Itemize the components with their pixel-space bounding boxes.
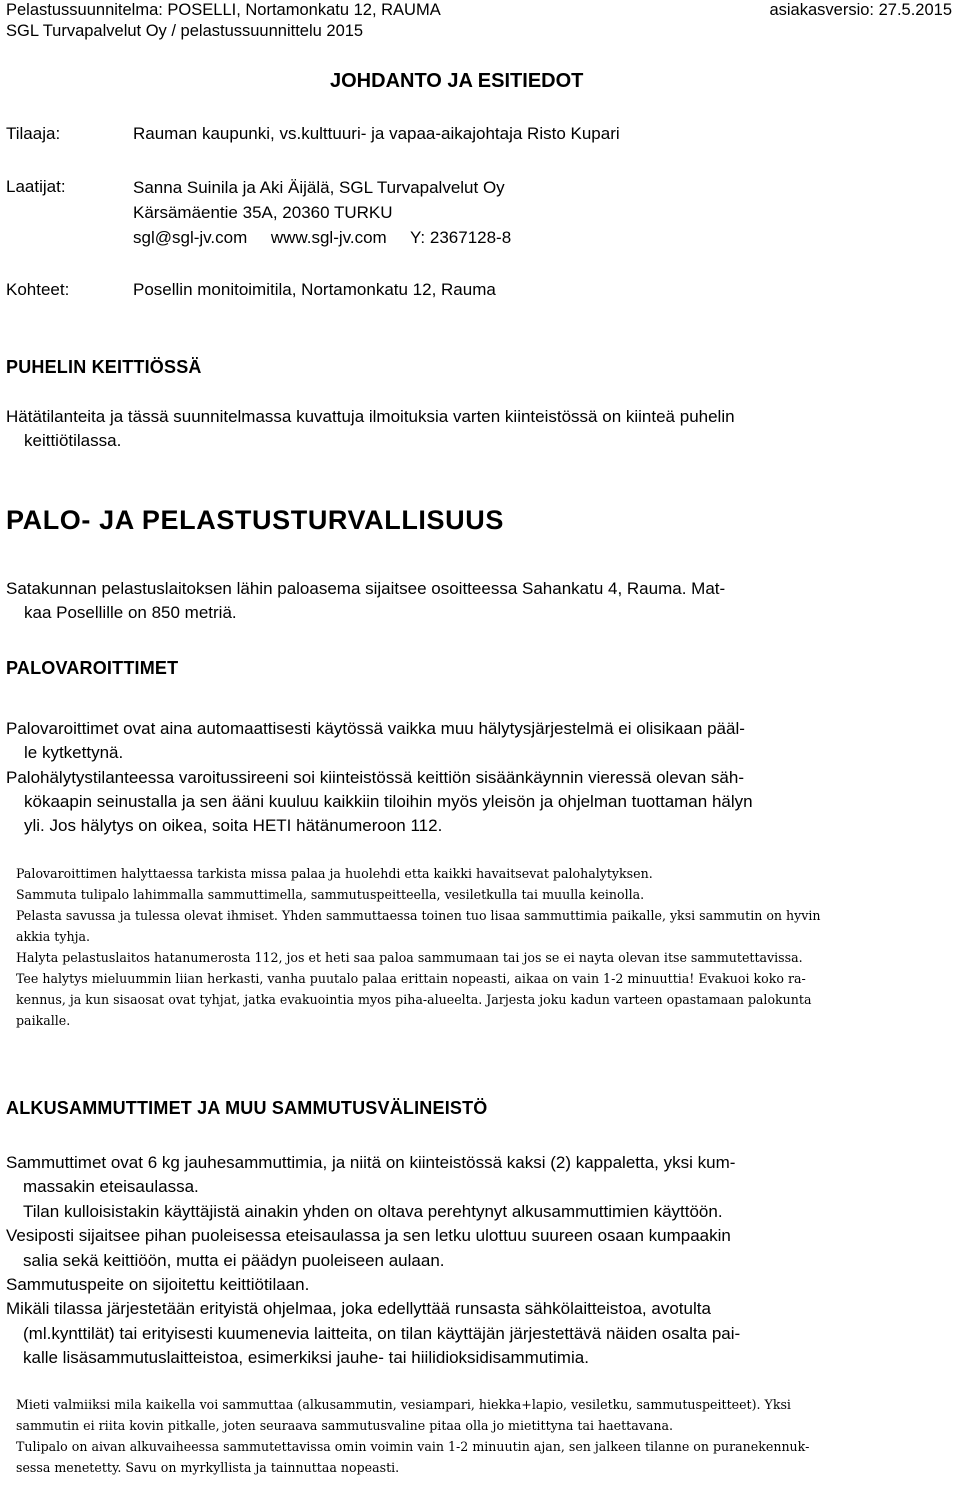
instruction-line: paikalle.: [16, 1013, 71, 1028]
text-line: kökaapin seinustalla ja sen ääni kuuluu kaikkiin tiloihin myös yleisön ja ohjelman tuottaman hälyn: [24, 792, 753, 811]
note-line: Tulipalo on aivan alkuvaiheessa sammutettavissa omin voimin vain 1-2 minuutin ajan, sen jalkeen tilanne on puranekennuk-: [16, 1439, 810, 1454]
text-line: le kytkettynä.: [24, 743, 124, 762]
heading-phone: PUHELIN KEITTIÖSSÄ: [6, 357, 202, 377]
text-line: Sammuttimet ovat 6 kg jauhesammuttimia, ja niitä on kiinteistössä kaksi (2) kappaletta, yksi kum-: [6, 1153, 736, 1172]
laatijat-line: Sanna Suinila ja Aki Äijälä, SGL Turvapalvelut Oy: [133, 178, 505, 197]
heading-extinguishers: ALKUSAMMUTTIMET JA MUU SAMMUTUSVÄLINEISTÖ: [6, 1098, 488, 1118]
kohteet-value: Posellin monitoimitila, Nortamonkatu 12, Rauma: [133, 280, 496, 299]
text-line: Vesiposti sijaitsee pihan puoleisessa eteisaulassa ja sen letku ulottuu suureen osaan kumpaakin: [6, 1226, 731, 1246]
alarms-paragraph-2: [6, 766, 948, 838]
tilaaja-value: Rauman kaupunki, vs.kulttuuri- ja vapaa-aikajohtaja Risto Kupari: [133, 124, 620, 143]
heading-fire-safety: PALO- JA PELASTUSTURVALLISUUS: [6, 505, 504, 535]
text-line: massakin eteisaulassa.: [23, 1177, 199, 1197]
section-title-intro: JOHDANTO JA ESITIEDOT: [330, 70, 584, 92]
text-line: salia sekä keittiöön, mutta ei päädyn puoleiseen aulaan.: [23, 1250, 445, 1270]
note-line: sammutin ei riita kovin pitkalle, joten seuraava sammutusvaline pitaa olla jo mietittyna tai haettavana.: [16, 1418, 673, 1433]
phone-text: [6, 405, 948, 453]
text-line: (ml.kynttilät) tai erityisesti kuumenevia laitteita, on tilan käyttäjän järjestettävä näiden osalta pai-: [23, 1323, 741, 1343]
instruction-line: Palovaroittimen halyttaessa tarkista missa palaa ja huolehdi etta kaikki havaitsevat palohalytyksen.: [16, 866, 653, 881]
header-company: SGL Turvapalvelut Oy / pelastussuunnittelu 2015: [6, 22, 364, 40]
text-line: keittiötilassa.: [24, 431, 122, 450]
page-header: [6, 0, 956, 42]
text-line: Palohälytystilanteessa varoitussireeni soi kiinteistössä keittiön sisäänkäynnin vieressä olevan säh-: [6, 768, 744, 787]
header-plan-title: Pelastussuunnitelma: POSELLI, Nortamonkatu 12, RAUMA: [6, 1, 441, 19]
instruction-line: Pelasta savussa ja tulessa olevat ihmiset. Yhden sammuttaessa toinen tuo lisaa sammuttimia paikalle, yksi sammutin on hyvin: [16, 908, 821, 923]
text-line: Sammutuspeite on sijoitettu keittiötilaan.: [6, 1275, 310, 1295]
extinguisher-notes: [16, 1394, 956, 1478]
text-line: Palovaroittimet ovat aina automaattisesti käytössä vaikka muu hälytysjärjestelmä ei olisikaan pääl-: [6, 719, 745, 738]
text-line: kalle lisäsammutuslaitteistoa, esimerkiksi jauhe- tai hiilidioksidisammutimia.: [23, 1348, 589, 1368]
alarm-instructions: [16, 863, 956, 1031]
note-line: sessa menetetty. Savu on myrkyllista ja tainnuttaa nopeasti.: [16, 1460, 400, 1475]
text-line: yli. Jos hälytys on oikea, soita HETI hätänumeroon 112.: [24, 816, 443, 835]
instruction-line: kennus, ja kun sisaosat ovat tyhjat, jatka evakuointia myos piha-alueelta. Jarjesta joku kadun varteen opastamaan palokunta: [16, 992, 812, 1007]
laatijat-label: Laatijat:: [6, 177, 66, 196]
kohteet-label: Kohteet:: [6, 280, 70, 299]
instruction-line: akkia tyhja.: [16, 929, 91, 944]
laatijat-line: sgl@sgl-jv.com www.sgl-jv.com Y: 2367128-8: [133, 228, 512, 247]
alarms-paragraph-1: [6, 717, 948, 765]
extinguishers-text: [6, 1151, 948, 1371]
instruction-line: Sammuta tulipalo lahimmalla sammuttimella, sammutuspeitteella, vesiletkulla tai muulla keinolla.: [16, 887, 645, 902]
tilaaja-label: Tilaaja:: [6, 124, 61, 143]
laatijat-value: [133, 175, 511, 250]
text-line: kaa Posellille on 850 metriä.: [24, 603, 237, 622]
heading-smoke-alarms: PALOVAROITTIMET: [6, 658, 179, 678]
text-line: Hätätilanteita ja tässä suunnitelmassa kuvattuja ilmoituksia varten kiinteistössä on kiinteä puhelin: [6, 407, 735, 426]
laatijat-line: Kärsämäentie 35A, 20360 TURKU: [133, 203, 393, 222]
safety-text: [6, 577, 948, 625]
text-line: Mikäli tilassa järjestetään erityistä ohjelmaa, joka edellyttää runsasta sähkölaitteistoa, avotulta: [6, 1299, 711, 1319]
note-line: Mieti valmiiksi mila kaikella voi sammuttaa (alkusammutin, vesiampari, hiekka+lapio, vesiletku, sammutuspeitteet). Yksi: [16, 1397, 791, 1412]
instruction-line: Tee halytys mieluummin liian herkasti, vanha puutalo palaa erittain nopeasti, aikaa on vain 1-2 minuuttia! Evakuoi koko ra-: [16, 971, 806, 986]
header-version: asiakasversio: 27.5.2015: [769, 1, 952, 19]
text-line: Satakunnan pelastuslaitoksen lähin paloasema sijaitsee osoitteessa Sahankatu 4, Rauma. Mat-: [6, 579, 726, 598]
instruction-line: Halyta pelastuslaitos hatanumerosta 112, jos et heti saa paloa sammumaan tai jos se ei nayta olevan itse sammutettavissa.: [16, 950, 803, 965]
text-line: Tilan kulloisistakin käyttäjistä ainakin yhden on oltava perehtynyt alkusammuttimien käyttöön.: [23, 1201, 723, 1221]
